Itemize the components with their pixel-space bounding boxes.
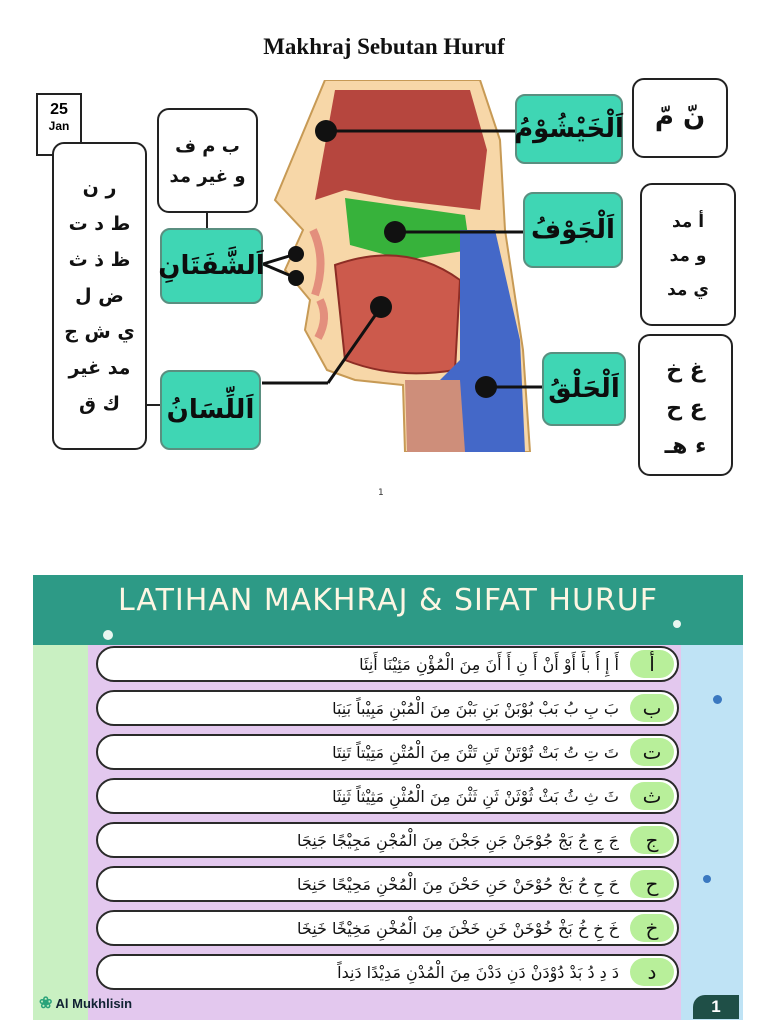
exercise-row <box>96 734 679 770</box>
row-text: حَ حِ حُ بَحْ حُوْحَنْ حَنِ حَحْنَ مِنَ الْمُحْنِ مَحِيْحًا حَنِحَا <box>297 875 619 894</box>
leaf-icon: ❀ <box>39 995 53 1012</box>
decor-dot <box>703 875 711 883</box>
letters-khaishum: نّ مّ <box>654 102 706 132</box>
row-text: جَ جِ جُ بَجْ جُوْجَنْ جَنِ جَجْنَ مِنَ الْمُجْنِ مَجِيْجًا جَنِجَا <box>297 831 619 850</box>
row-letter: ب <box>630 694 674 722</box>
exercise-row <box>96 822 679 858</box>
letter-line: و غير مد <box>169 166 246 187</box>
decor-dot <box>673 620 681 628</box>
label-syafatan: اَلشَّفَتَانِ <box>160 228 263 304</box>
letter-line: ب م ف <box>175 136 240 157</box>
letters-box-syafatan <box>157 108 258 213</box>
letter-line: ي ش ج <box>64 321 135 343</box>
row-text: ثَ ثِ ثُ بَثْ ثُوْثَنْ ثَنِ ثَثْنَ مِنَ الْمُثْنِ مَثِيْثاً ثَنِثَا <box>332 787 619 806</box>
row-text: أَ إِ أُ بأَ أَوْ أَنْ أَ نِ أَ أَنَ مِنَ الْمُؤْنِ مَئِيْنَا أَنِئَا <box>359 655 619 674</box>
letters-box-khaishum <box>632 78 728 158</box>
row-letter: د <box>630 958 674 986</box>
exercise-row <box>96 866 679 902</box>
decor-dot <box>103 630 113 640</box>
page-title: Makhraj Sebutan Huruf <box>263 34 505 59</box>
exercise-row <box>96 646 679 682</box>
row-text: خَ خِ خُ بَخْ خُوْخَنْ خَنِ خَخْنَ مِنَ الْمُخْنِ مَخِيْخًا خَنِخَا <box>297 919 619 938</box>
letter-line: ط د ت <box>68 213 131 235</box>
row-letter: خ <box>630 914 674 942</box>
row-text: دَ دِ دُ بَدْ دُوْدَنْ دَنِ دَدْنَ مِنَ الْمُدْنِ مَدِيْدًا دَنِداً <box>337 963 619 982</box>
letter-line: ع ح <box>666 396 705 421</box>
card-background-right <box>681 645 743 1020</box>
row-text: بَ بِ بُ بَبْ بُوْبَنْ بَنِ بَبْنَ مِنَ الْمُبْنِ مَبِيْباً بَنِبَا <box>332 699 619 718</box>
label-jauf: اَلْجَوْفُ <box>523 192 623 268</box>
exercise-row <box>96 954 679 990</box>
card-background-left <box>33 645 93 1020</box>
letters-box-jauf <box>640 183 736 326</box>
page-number: 1 <box>378 488 384 498</box>
row-text: تَ تِ تُ بَتْ تُوْتَنْ تَنِ تَتْنَ مِنَ الْمُتْنِ مَتِيْتاً تَنِتَا <box>332 743 619 762</box>
label-lisan: اَللِّسَانُ <box>160 370 261 450</box>
letter-line: ظ ذ ث <box>68 249 131 271</box>
letters-box-lisan <box>52 142 147 450</box>
row-letter: أ <box>630 650 674 678</box>
brand-name: Al Mukhlisin <box>55 996 133 1011</box>
letter-line: ي مد <box>667 280 709 300</box>
card-title: LATIHAN MAKHRAJ & SIFAT HURUF <box>118 583 658 618</box>
letter-line: ض ل <box>75 285 124 307</box>
letter-line: ء هـ <box>664 434 707 459</box>
row-letter: ت <box>630 738 674 766</box>
letter-line: مد غير <box>68 357 131 379</box>
letter-line: أ مد <box>671 212 705 232</box>
decor-dot <box>713 695 722 704</box>
exercise-row <box>96 778 679 814</box>
row-letter: ث <box>630 782 674 810</box>
exercise-card <box>33 575 743 1020</box>
row-letter: ج <box>630 826 674 854</box>
exercise-row <box>96 690 679 726</box>
label-halq: اَلْحَلْقُ <box>542 352 626 426</box>
row-letter: ح <box>630 870 674 898</box>
letter-line: غ خ <box>666 358 705 383</box>
letter-line: ر ن <box>82 177 117 199</box>
page-badge: 1 <box>693 995 739 1019</box>
date-month: Jan <box>48 119 70 133</box>
letter-line: و مد <box>669 246 707 266</box>
date-day: 25 <box>50 101 68 118</box>
letter-line: ك ق <box>78 393 120 415</box>
label-khaishum: اَلْخَيْشُوْمُ <box>515 94 623 164</box>
exercise-row <box>96 910 679 946</box>
brand-logo <box>39 993 132 1013</box>
letters-box-halq <box>638 334 733 476</box>
